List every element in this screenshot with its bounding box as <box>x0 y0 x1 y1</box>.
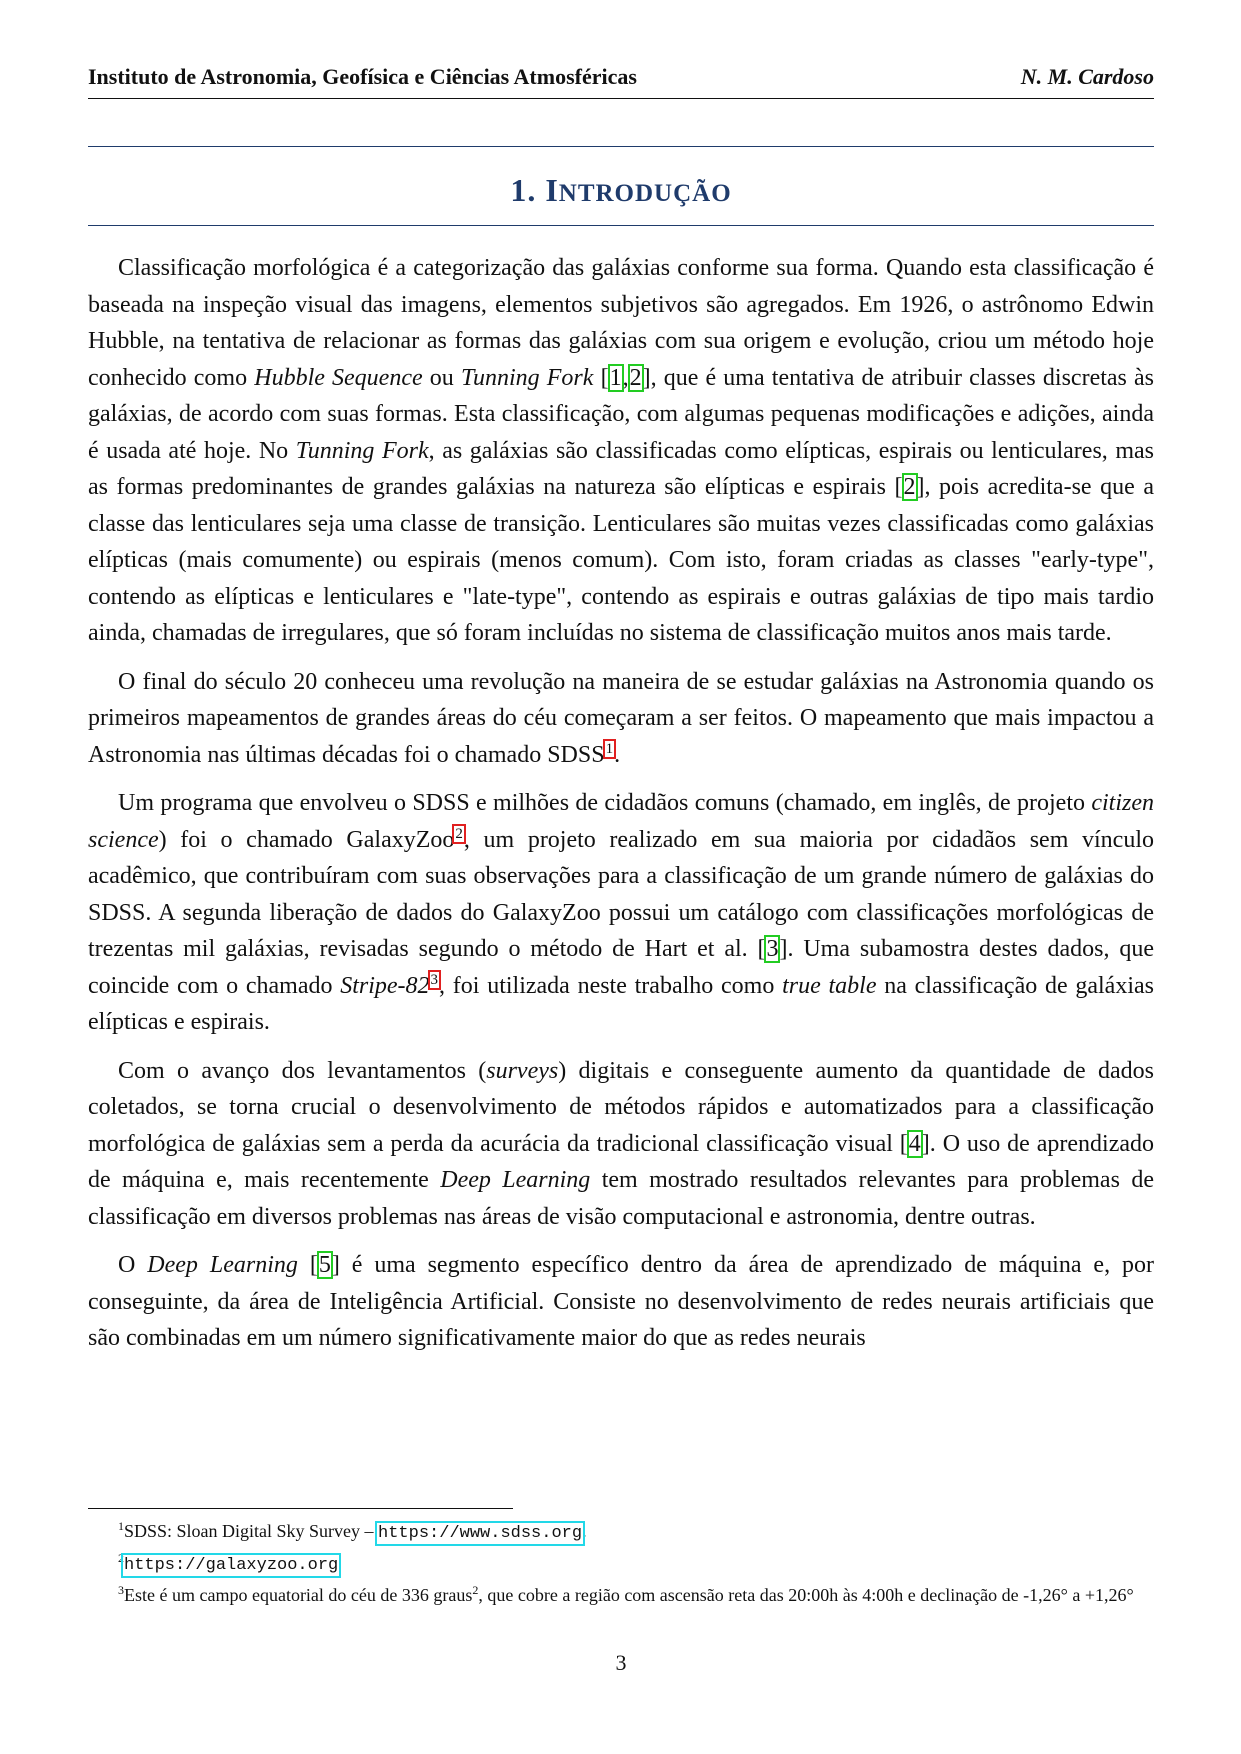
text: . <box>582 1521 587 1541</box>
paragraph-1 <box>88 250 1154 652</box>
text: Classificação morfológica é a categorização das galáxias conforme sua forma. Quando esta classificação é baseada na inspeção visual das imagens, elementos subjetivos são agregados. Em 1926, o astrônomo Edwin Hubble, na tentativa de relacionar as formas das galáxias com sua origem e evolução, criou um método hoje conhecido como <box>88 255 1154 391</box>
section-number: 1. <box>510 172 537 208</box>
text: tem mostrado resultados relevantes para problemas de classificação em diversos problemas nas áreas de visão computacional e astronomia, dentre outras. <box>88 1167 1154 1230</box>
text: ou <box>422 364 461 391</box>
citation-link-2[interactable]: 2 <box>903 474 916 500</box>
text: ]. Uma subamostra destes dados, que coincide com o chamado <box>88 936 1154 999</box>
section-title <box>88 172 1154 209</box>
footnote-text: SDSS: Sloan Digital Sky Survey – <box>124 1521 379 1541</box>
italic-term: citizen science <box>88 790 1154 853</box>
text: Com o avanço dos levantamentos ( <box>118 1057 487 1084</box>
text: ] é uma segmento específico dentro da área de aprendizado de máquina e, por conseguinte, da área de Inteligência Artificial. Consiste no desenvolvimento de redes neurais artificiais que são combinadas em um número significativamente maior do que as redes neurais <box>88 1252 1154 1351</box>
italic-term: Deep Learning <box>147 1252 298 1278</box>
header-institution: Instituto de Astronomia, Geofísica e Ciências Atmosféricas <box>88 64 637 89</box>
running-header <box>88 64 1154 99</box>
url-link-sdss[interactable]: https://www.sdss.org <box>378 1524 583 1543</box>
footnote-1 <box>88 1514 1154 1546</box>
text: . <box>614 741 621 768</box>
footnote-3 <box>88 1578 1154 1607</box>
text: na classificação de galáxias elípticas e espirais. <box>88 972 1154 1035</box>
citation-link-5[interactable]: 5 <box>318 1252 331 1278</box>
citation-link-3[interactable]: 3 <box>766 936 779 962</box>
text: Um programa que envolveu o SDSS e milhões de cidadãos comuns (chamado, em inglês, de projeto <box>118 790 1092 816</box>
text: ) digitais e conseguente aumento da quantidade de dados coletados, se torna crucial o desenvolvimento de métodos rápidos e automatizados para a classificação morfológica de galáxias sem a perda da acurácia da tradicional classificação visual [ <box>88 1057 1154 1157</box>
italic-term: true table <box>782 972 877 999</box>
footnotes <box>88 1514 1154 1607</box>
text: , um projeto realizado em sua maioria por cidadãos sem vínculo acadêmico, que contribuíram com suas observações para a classificação de um grande número de galáxias do SDSS. A segunda liberação de dados do GalaxyZoo possui um catálogo com classificações morfológicas de trezentas mil galáxias, revisadas segundo o método de Hart et al. [ <box>88 826 1154 962</box>
text: ], pois acredita-se que a classe das lenticulares seja uma classe de transição. Lenticulares são muitas vezes classificadas como galáxias elípticas (mais comumente) ou espirais (menos comum). Com isto, foram criadas as classes "early-type", contendo as elípticas e lenticulares e "late-type", contendo as espirais e outras galáxias de tipo mais tardio ainda, chamadas de irregulares, que só foram incluídas no sistema de classificação muitos anos mais tarde. <box>88 474 1154 646</box>
italic-term: Deep Learning <box>440 1167 591 1193</box>
footnote-link-3[interactable]: 3 <box>430 971 439 988</box>
text: [ <box>297 1252 318 1278</box>
paragraph-4 <box>88 1053 1154 1236</box>
text: , as galáxias são classificadas como elípticas, espirais ou lenticulares, mas as formas predominantes de grandes galáxias na natureza são elípticas e espirais [ <box>88 437 1155 500</box>
footnote-link-2[interactable]: 2 <box>455 825 463 842</box>
page-number: 3 <box>615 1650 627 1675</box>
footnote-text: , que cobre a região com ascensão reta das 20:00h às 4:00h e declinação de -1,26° a +1,26° <box>478 1585 1134 1605</box>
footnote-text: Este é um campo equatorial do céu de 336 graus <box>124 1585 473 1605</box>
italic-term: Hubble Sequence <box>254 364 423 391</box>
citation-link-2[interactable]: 2 <box>629 364 642 391</box>
footnote-number: 3 <box>118 1583 124 1597</box>
citation-link-4[interactable]: 4 <box>908 1130 921 1157</box>
footnote-separator <box>88 1508 513 1509</box>
body-text <box>88 250 1154 1369</box>
paragraph-2 <box>88 664 1154 774</box>
text: [ <box>593 364 609 391</box>
section-title-rest: NTRODUÇÃO <box>558 180 732 207</box>
footnote-number: 2 <box>118 1551 124 1565</box>
text: , foi utilizada neste trabalho como <box>439 972 783 999</box>
text: O <box>118 1252 148 1278</box>
section-title-initial: I <box>545 172 559 208</box>
header-author: N. M. Cardoso <box>1020 64 1154 89</box>
section-rule-top <box>88 146 1154 147</box>
italic-term: Tunning Fork <box>295 437 429 464</box>
citation-link-1[interactable]: 1 <box>609 364 622 391</box>
text: ], que é uma tentativa de atribuir classes discretas às galáxias, de acordo com suas formas. Esta classificação, com algumas pequenas modificações e adições, ainda é usada até hoje. No <box>88 364 1155 464</box>
footnote-number: 1 <box>118 1519 124 1533</box>
superscript: 2 <box>472 1583 479 1597</box>
text: ) foi o chamado GalaxyZoo <box>158 826 455 853</box>
footnote-link-1[interactable]: 1 <box>605 740 614 757</box>
paragraph-3 <box>88 785 1154 1041</box>
text: ]. O uso de aprendizado de máquina e, mais recentemente <box>88 1130 1154 1193</box>
italic-term: Stripe-82 <box>340 972 430 999</box>
text: O final do século 20 conheceu uma revolução na maneira de se estudar galáxias na Astronomia quando os primeiros mapeamentos de grandes áreas do céu começaram a ser feitos. O mapeamento que mais impactou a Astronomia nas últimas décadas foi o chamado SDSS <box>88 668 1154 768</box>
section-rule-bottom <box>88 225 1154 226</box>
paragraph-5 <box>88 1247 1154 1357</box>
text: , <box>622 364 629 391</box>
italic-term: surveys <box>486 1057 559 1084</box>
url-link-galaxyzoo[interactable]: https://galaxyzoo.org <box>124 1556 339 1575</box>
italic-term: Tunning Fork <box>460 364 594 391</box>
footnote-2 <box>88 1546 1154 1578</box>
